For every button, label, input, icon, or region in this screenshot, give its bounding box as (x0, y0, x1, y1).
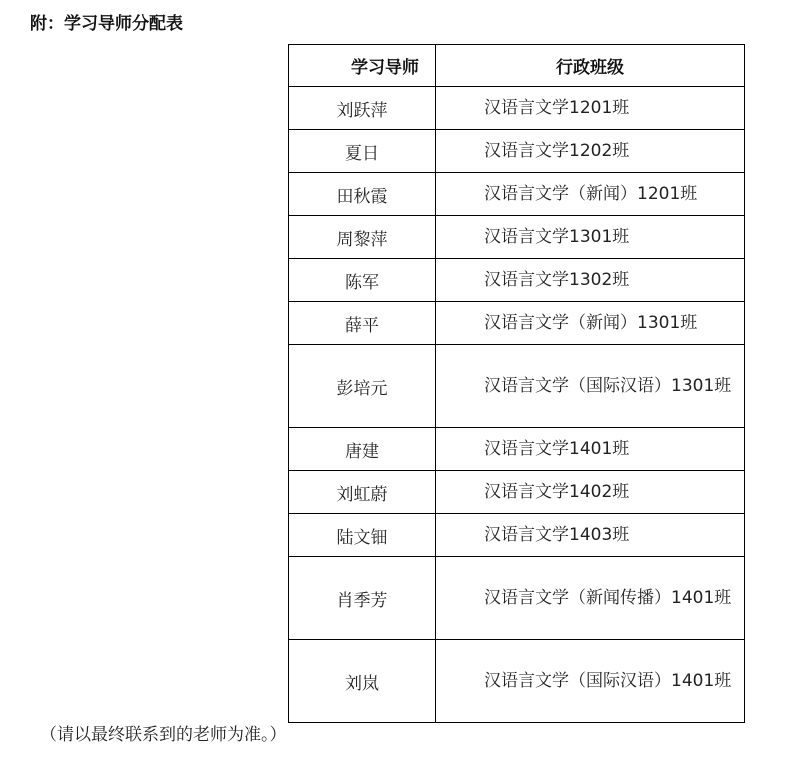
mentor-column-header: 学习导师 (289, 45, 436, 87)
class-cell: 汉语言文学（新闻传播）1401班 (436, 557, 745, 640)
class-cell: 汉语言文学1301班 (436, 216, 745, 259)
class-cell: 汉语言文学1403班 (436, 514, 745, 557)
mentor-cell: 肖季芳 (289, 557, 436, 640)
table-row (289, 514, 745, 557)
mentor-cell: 陆文钿 (289, 514, 436, 557)
table-row (289, 428, 745, 471)
class-cell: 汉语言文学1202班 (436, 130, 745, 173)
class-cell: 汉语言文学（新闻）1201班 (436, 173, 745, 216)
class-cell: 汉语言文学（新闻）1301班 (436, 302, 745, 345)
mentor-cell: 夏日 (289, 130, 436, 173)
table-header-row (289, 45, 745, 87)
mentor-cell: 刘虹蔚 (289, 471, 436, 514)
mentor-cell: 田秋霞 (289, 173, 436, 216)
table-row (289, 259, 745, 302)
class-cell: 汉语言文学1401班 (436, 428, 745, 471)
mentor-cell: 刘跃萍 (289, 87, 436, 130)
class-cell: 汉语言文学（国际汉语）1301班 (436, 345, 745, 428)
mentor-cell: 刘岚 (289, 640, 436, 723)
class-cell: 汉语言文学（国际汉语）1401班 (436, 640, 745, 723)
table-row (289, 557, 745, 640)
table-row (289, 345, 745, 428)
mentor-cell: 周黎萍 (289, 216, 436, 259)
table-row (289, 471, 745, 514)
document-heading: 附：学习导师分配表 (30, 14, 183, 34)
class-column-header: 行政班级 (436, 45, 745, 87)
footnote: （请以最终联系到的老师为准。） (40, 725, 287, 745)
mentor-cell: 彭培元 (289, 345, 436, 428)
table-row (289, 216, 745, 259)
table-row (289, 130, 745, 173)
mentor-cell: 唐建 (289, 428, 436, 471)
mentor-cell: 薛平 (289, 302, 436, 345)
table-row (289, 640, 745, 723)
mentor-cell: 陈军 (289, 259, 436, 302)
class-cell: 汉语言文学1201班 (436, 87, 745, 130)
class-cell: 汉语言文学1302班 (436, 259, 745, 302)
class-cell: 汉语言文学1402班 (436, 471, 745, 514)
mentor-assignment-table (288, 44, 745, 723)
table-row (289, 87, 745, 130)
table-row (289, 173, 745, 216)
table-row (289, 302, 745, 345)
